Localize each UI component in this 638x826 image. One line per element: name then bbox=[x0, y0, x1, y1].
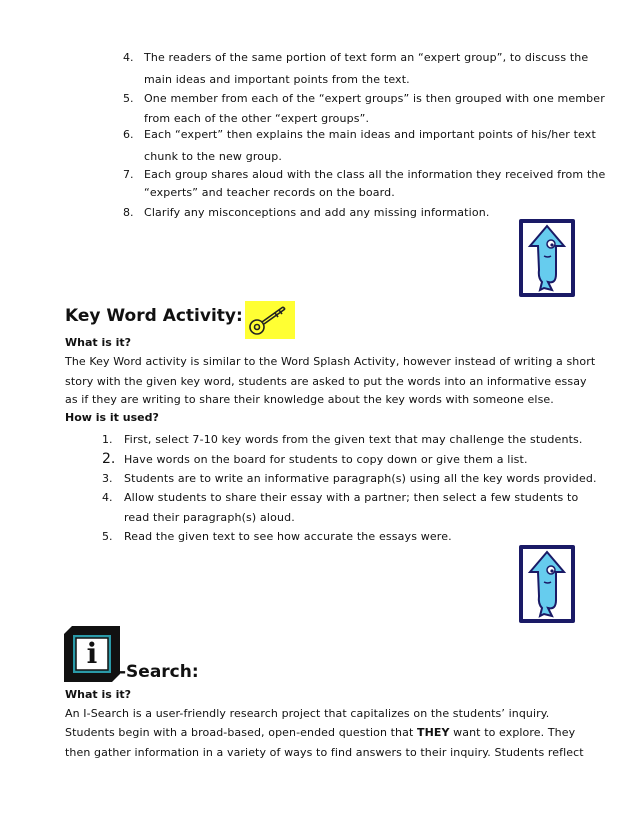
list-item-text: Clarify any misconceptions and add any missing information. bbox=[144, 206, 490, 219]
what-is-it-label: What is it? bbox=[65, 688, 132, 701]
info-i-icon bbox=[64, 626, 120, 682]
section-heading-i-search: -Search: bbox=[119, 662, 199, 682]
arrow-figure-icon bbox=[518, 544, 576, 624]
list-number: 5. bbox=[123, 92, 134, 105]
list-item-text: read their paragraph(s) aloud. bbox=[124, 511, 295, 524]
list-number: 6. bbox=[123, 128, 134, 141]
arrow-figure-icon bbox=[518, 218, 576, 298]
list-item-text: main ideas and important points from the text. bbox=[144, 73, 410, 86]
list-number: 2. bbox=[102, 451, 116, 467]
list-number: 4. bbox=[123, 51, 134, 64]
paragraph-text: Students begin with a broad-based, open-ended question that bbox=[65, 726, 417, 739]
paragraph-line: An I-Search is a user-friendly research project that capitalizes on the students’ inquiry. bbox=[65, 707, 550, 720]
list-number: 7. bbox=[123, 168, 134, 181]
list-item-text: First, select 7-10 key words from the given text that may challenge the students. bbox=[124, 433, 583, 446]
list-item-text: Allow students to share their essay with a partner; then select a few students to bbox=[124, 491, 579, 504]
section-heading-key-word: Key Word Activity: bbox=[65, 306, 243, 326]
emphasis-text: THEY bbox=[416, 726, 450, 739]
info-letter: i bbox=[86, 637, 98, 670]
list-item-text: Have words on the board for students to copy down or give them a list. bbox=[124, 453, 528, 466]
list-number: 5. bbox=[102, 530, 113, 543]
paragraph-line bbox=[65, 726, 575, 740]
key-icon bbox=[245, 301, 295, 339]
list-item-text: Each group shares aloud with the class all the information they received from the bbox=[144, 168, 606, 181]
list-number: 3. bbox=[102, 472, 113, 485]
list-number: 1. bbox=[102, 433, 113, 446]
list-number: 4. bbox=[102, 491, 113, 504]
list-item-text: One member from each of the “expert groups” is then grouped with one member bbox=[144, 92, 605, 105]
paragraph-line: The Key Word activity is similar to the Word Splash Activity, however instead of writing a short bbox=[65, 355, 596, 368]
list-item-text: Each “expert” then explains the main ideas and important points of his/her text bbox=[144, 128, 596, 141]
paragraph-line: as if they are writing to share their knowledge about the key words with someone else. bbox=[65, 393, 554, 406]
list-item-text: The readers of the same portion of text form an “expert group”, to discuss the bbox=[144, 51, 589, 64]
list-item-text: from each of the other “expert groups”. bbox=[144, 112, 370, 125]
list-item-text: Students are to write an informative paragraph(s) using all the key words provided. bbox=[124, 472, 597, 485]
paragraph-line: then gather information in a variety of ways to find answers to their inquiry. Students reflect bbox=[65, 746, 584, 759]
list-item-text: chunk to the new group. bbox=[144, 150, 283, 163]
paragraph-text: want to explore. They bbox=[449, 726, 576, 739]
list-number: 8. bbox=[123, 206, 134, 219]
list-item-text: “experts” and teacher records on the board. bbox=[144, 186, 395, 199]
list-item-text: Read the given text to see how accurate the essays were. bbox=[124, 530, 452, 543]
paragraph-line: story with the given key word, students are asked to put the words into an informative essay bbox=[65, 375, 587, 388]
what-is-it-label: What is it? bbox=[65, 336, 132, 349]
how-is-it-used-label: How is it used? bbox=[65, 411, 159, 424]
